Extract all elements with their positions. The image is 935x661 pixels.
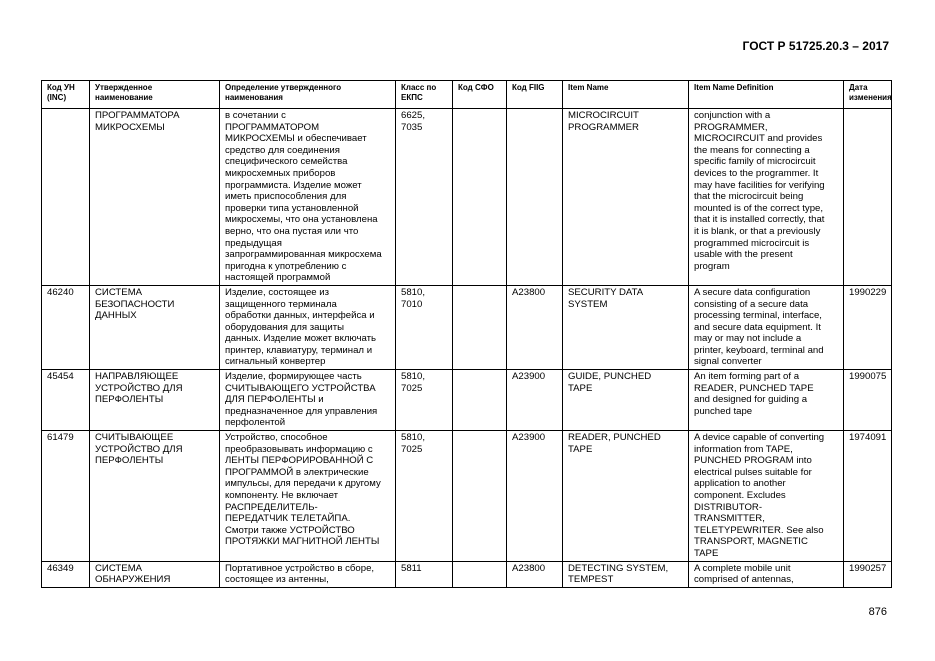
table-header-row: [42, 81, 892, 109]
cell-item-name: MICROCIRCUIT PROGRAMMER: [563, 109, 689, 286]
page-number: 876: [868, 606, 887, 618]
cell-item-definition: A complete mobile unit comprised of antennas,: [689, 561, 844, 587]
table-row: [42, 285, 892, 369]
cell-item-definition: A secure data configuration consisting of a secure data processing terminal, interface, and secure data equipment. It may or may not include a printer, keyboard, terminal and signal converter: [689, 285, 844, 369]
cell-approved-name: СЧИТЫВАЮЩЕЕ УСТРОЙСТВО ДЛЯ ПЕРФОЛЕНТЫ: [90, 431, 220, 562]
cell-approved-name: НАПРАВЛЯЮЩЕЕ УСТРОЙСТВО ДЛЯ ПЕРФОЛЕНТЫ: [90, 370, 220, 431]
cell-item-name: READER, PUNCHED TAPE: [563, 431, 689, 562]
cell-approved-name: ПРОГРАММАТОРА МИКРОСХЕМЫ: [90, 109, 220, 286]
cell-fiig: [507, 109, 563, 286]
column-header-change-date: Дата изменения: [844, 81, 892, 109]
cell-class: 5810, 7025: [396, 370, 453, 431]
cell-sfo: [453, 431, 507, 562]
cell-sfo: [453, 109, 507, 286]
column-header-definition: Определение утвержденного наименования: [220, 81, 396, 109]
cell-definition: Изделие, формирующее часть СЧИТЫВАЮЩЕГО УСТРОЙСТВА ДЛЯ ПЕРФОЛЕНТЫ и предназначенное для управления перфолентой: [220, 370, 396, 431]
cell-inc: 61479: [42, 431, 90, 562]
cell-definition: в сочетании с ПРОГРАММАТОРОМ МИКРОСХЕМЫ и обеспечивает средство для соединения специфического семейства микросхемных приборов программиста. Изделие может иметь приспособления для проверки типа установленной микросхемы, что она установлена верно, что она пустая или что предыдущая запрограммированная микросхема пригодна к употреблению с настоящей программой: [220, 109, 396, 286]
column-header-sfo: Код СФО: [453, 81, 507, 109]
cell-inc: 46240: [42, 285, 90, 369]
cell-definition: Изделие, состоящее из защищенного терминала обработки данных, интерфейса и оборудования для защиты данных. Изделие может включать принтер, клавиатуру, терминал и сигнальный конвертер: [220, 285, 396, 369]
cell-change-date: 1974091: [844, 431, 892, 562]
column-header-class: Класс по ЕКПС: [396, 81, 453, 109]
cell-approved-name: СИСТЕМА ОБНАРУЖЕНИЯ: [90, 561, 220, 587]
cell-sfo: [453, 561, 507, 587]
column-header-fiig: Код FIIG: [507, 81, 563, 109]
cell-class: 5810, 7025: [396, 431, 453, 562]
cell-class: 5811: [396, 561, 453, 587]
cell-sfo: [453, 370, 507, 431]
cell-inc: 46349: [42, 561, 90, 587]
cell-inc: 45454: [42, 370, 90, 431]
document-standard-title: ГОСТ Р 51725.20.3 – 2017: [742, 39, 889, 53]
cell-item-name: SECURITY DATA SYSTEM: [563, 285, 689, 369]
cell-change-date: 1990257: [844, 561, 892, 587]
cell-item-definition: An item forming part of a READER, PUNCHED TAPE and designed for guiding a punched tape: [689, 370, 844, 431]
cell-definition: Портативное устройство в сборе, состоящее из антенны,: [220, 561, 396, 587]
cell-fiig: A23800: [507, 285, 563, 369]
column-header-inc: Код УН (INC): [42, 81, 90, 109]
column-header-approved-name: Утвержденное наименование: [90, 81, 220, 109]
cell-class: 5810, 7010: [396, 285, 453, 369]
cell-definition: Устройство, способное преобразовывать информацию с ЛЕНТЫ ПЕРФОРИРОВАННОЙ С ПРОГРАММОЙ в электрические импульсы, для передачи к другому компоненту. Не включает РАСПРЕДЕЛИТЕЛЬ- ПЕРЕДАТЧИК ТЕЛЕТАЙПА. Смотри также УСТРОЙСТВО ПРОТЯЖКИ МАГНИТНОЙ ЛЕНТЫ: [220, 431, 396, 562]
cell-change-date: 1990229: [844, 285, 892, 369]
column-header-item-definition: Item Name Definition: [689, 81, 844, 109]
table-row: [42, 370, 892, 431]
table-header: [42, 81, 892, 109]
cell-fiig: A23900: [507, 370, 563, 431]
cell-approved-name: СИСТЕМА БЕЗОПАСНОСТИ ДАННЫХ: [90, 285, 220, 369]
table-row: [42, 109, 892, 286]
cell-item-definition: A device capable of converting information from TAPE, PUNCHED PROGRAM into electrical pulses suitable for application to another component. Excludes DISTRIBUTOR- TRANSMITTER, TELETYPEWRITER. See also TRANSPORT, MAGNETIC TAPE: [689, 431, 844, 562]
cell-change-date: 1990075: [844, 370, 892, 431]
cell-class: 6625, 7035: [396, 109, 453, 286]
column-header-item-name: Item Name: [563, 81, 689, 109]
table-row: [42, 431, 892, 562]
cell-item-name: GUIDE, PUNCHED TAPE: [563, 370, 689, 431]
cell-item-name: DETECTING SYSTEM, TEMPEST: [563, 561, 689, 587]
table-row: [42, 561, 892, 587]
cell-fiig: A23800: [507, 561, 563, 587]
catalog-table: [41, 80, 892, 588]
cell-item-definition: conjunction with a PROGRAMMER, MICROCIRCUIT and provides the means for connecting a specific family of microcircuit devices to the programmer. It may have facilities for verifying that the microcircuit being mounted is of the correct type, that it is installed correctly, that it is blank, or that a previously programmed microcircuit is usable with the present program: [689, 109, 844, 286]
cell-change-date: [844, 109, 892, 286]
cell-fiig: A23900: [507, 431, 563, 562]
cell-inc: [42, 109, 90, 286]
cell-sfo: [453, 285, 507, 369]
